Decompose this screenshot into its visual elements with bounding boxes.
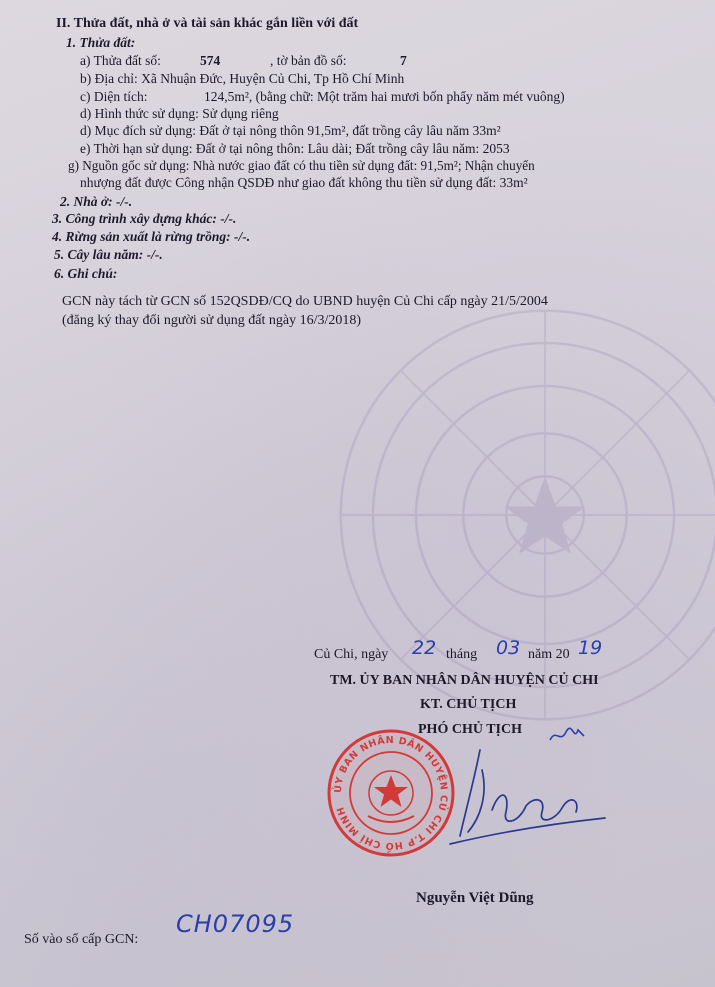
register-label: Số vào sổ cấp GCN: — [24, 932, 139, 947]
section-heading: II. Thửa đất, nhà ở và tài sản khác gắn liền với đất — [56, 16, 359, 31]
signer-name: Nguyễn Việt Dũng — [416, 890, 534, 906]
note-line-1: GCN này tách từ GCN số 152QSDĐ/CQ do UBND huyện Củ Chi cấp ngày 21/5/2004 — [62, 294, 548, 309]
area-value: 124,5m², (bằng chữ: Một trăm hai mươi bốn phẩy năm mét vuông) — [204, 89, 565, 104]
map-number: 7 — [400, 53, 407, 68]
item-house: 2. Nhà ở: -/-. — [60, 194, 133, 209]
note-line-2: (đăng ký thay đổi người sử dụng đất ngày 16/3/2018) — [62, 313, 362, 328]
item-perennial-trees: 5. Cây lâu năm: -/-. — [54, 247, 163, 262]
origin-line-2: nhượng đất được Công nhận QSDĐ như giao đất không thu tiền sử dụng đất: 33m² — [80, 175, 528, 190]
authority-line-3: PHÓ CHỦ TỊCH — [418, 722, 522, 737]
date-year-suffix: 19 — [578, 637, 603, 659]
map-label: , tờ bản đồ số: — [270, 53, 347, 68]
authority-line-1: TM. ỦY BAN NHÂN DÂN HUYỆN CỦ CHI — [330, 673, 599, 688]
usage-form-line: d) Hình thức sử dụng: Sử dụng riêng — [80, 106, 279, 121]
parcel-label: a) Thửa đất số: — [80, 53, 161, 68]
area-label: c) Diện tích: — [80, 89, 148, 104]
address-line: b) Địa chỉ: Xã Nhuận Đức, Huyện Củ Chi, Tp Hồ Chí Minh — [80, 71, 405, 86]
authority-line-2: KT. CHỦ TỊCH — [420, 697, 517, 712]
item-planted-forest: 4. Rừng sản xuất là rừng trồng: -/-. — [52, 229, 251, 244]
signature — [430, 740, 610, 850]
watermark-emblem — [330, 300, 715, 730]
origin-line-1: g) Nguồn gốc sử dụng: Nhà nước giao đất có thu tiền sử dụng đất: 91,5m²; Nhận chuyển — [68, 158, 535, 173]
item-notes-heading: 6. Ghi chú: — [54, 266, 118, 281]
item-other-construction: 3. Công trình xây dựng khác: -/-. — [52, 211, 237, 226]
register-number: CH07095 — [176, 910, 295, 938]
date-month-label: tháng — [446, 647, 478, 662]
land-heading: 1. Thửa đất: — [66, 35, 136, 50]
date-year-label: năm 20 — [528, 647, 570, 662]
purpose-line: d) Mục đích sử dụng: Đất ở tại nông thôn 91,5m², đất trồng cây lâu năm 33m² — [80, 123, 501, 138]
date-month: 03 — [496, 637, 521, 659]
parcel-number: 574 — [200, 53, 221, 68]
stamp-text: ỦY BAN NHÂN DÂN HUYỆN CỦ CHI T.P HỒ CHÍ MINH — [332, 734, 450, 852]
date-day: 22 — [412, 637, 437, 659]
term-line: e) Thời hạn sử dụng: Đất ở tại nông thôn: Lâu dài; Đất trồng cây lâu năm: 2053 — [80, 141, 510, 156]
date-place: Củ Chi, ngày — [314, 647, 389, 662]
